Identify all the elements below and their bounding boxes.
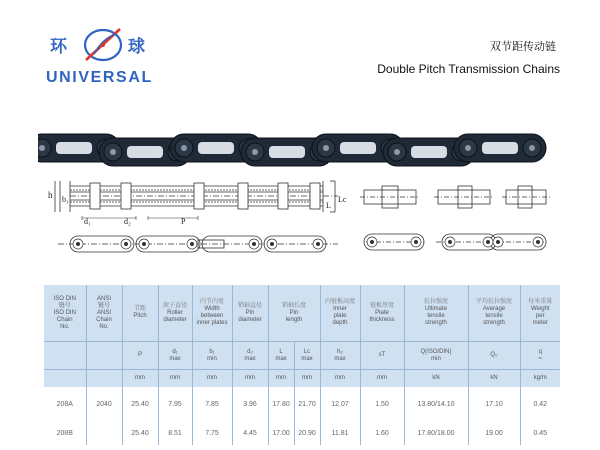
chain-pin	[394, 149, 400, 155]
unit-cell: mm	[360, 370, 404, 388]
chain-photo	[38, 118, 554, 174]
table-cell: 2040	[86, 387, 122, 421]
table-row	[44, 387, 560, 421]
chain-pin	[323, 145, 329, 151]
header-inner-width: 内节内宽 Width between inner plates	[192, 285, 232, 342]
table-cell: 1.60	[360, 421, 404, 445]
chain-pin	[181, 145, 187, 151]
table-cell: 7.85	[192, 387, 232, 421]
page-title-en: Double Pitch Transmission Chains	[377, 62, 560, 76]
chain-link-window	[340, 142, 376, 154]
unit-cell: mm	[232, 370, 268, 388]
header-iso-chain-no: ISO DIN 链号 ISO DIN Chain No.	[44, 285, 86, 342]
dim-l-label: L	[326, 201, 331, 210]
symbol-cell	[44, 342, 86, 370]
chain-link-window	[56, 142, 92, 154]
symbol-cell: Lc max	[294, 342, 320, 370]
table-unit-row	[44, 370, 560, 388]
symbol-cell: q ≈	[520, 342, 560, 370]
dim-h-label: h	[48, 190, 53, 200]
header-pin-diameter: 销轴直径 Pin diameter	[232, 285, 268, 342]
chain-link-window	[411, 146, 447, 158]
symbol-cell: P	[122, 342, 158, 370]
symbol-cell: L max	[268, 342, 294, 370]
logo-cn-right: 球	[128, 37, 145, 57]
table-symbol-row	[44, 342, 560, 370]
table-row	[44, 421, 560, 445]
chain-pin	[39, 145, 45, 151]
dim-p-label: P	[181, 217, 186, 226]
chain-link-window	[198, 142, 234, 154]
table-cell: 25.40	[122, 421, 158, 445]
page-title-cn: 双节距传动链	[490, 40, 556, 53]
table-cell: 21.70	[294, 387, 320, 421]
table-cell: 11.81	[320, 421, 360, 445]
chain-link-window	[127, 146, 163, 158]
table-cell: 20.90	[294, 421, 320, 445]
symbol-cell: Q(ISO/DIN) min	[404, 342, 468, 370]
chain-link-window	[482, 142, 518, 154]
table-cell: 1.50	[360, 387, 404, 421]
table-cell: 3.96	[232, 387, 268, 421]
unit-cell: mm	[268, 370, 294, 388]
table-cell: 8.51	[158, 421, 192, 445]
table-header-row	[44, 285, 560, 342]
unit-cell: mm	[192, 370, 232, 388]
table-cell: 17.10	[468, 387, 520, 421]
table-cell: 19.00	[468, 421, 520, 445]
symbol-cell: sT	[360, 342, 404, 370]
table-cell: 17.00	[268, 421, 294, 445]
unit-cell	[44, 370, 86, 388]
dim-d2-label: d₂	[124, 217, 131, 226]
header-roller-diameter: 滚子直径 Roller diameter	[158, 285, 192, 342]
chain-side-drawing	[48, 178, 350, 260]
table-cell: 17.80/18.00	[404, 421, 468, 445]
header-plate-thickness: 链板厚度 Plate thickness	[360, 285, 404, 342]
header-pin-length: 销轴长度 Pin length	[268, 285, 320, 342]
table-cell: 7.95	[158, 387, 192, 421]
table-cell: 13.80/14.10	[404, 387, 468, 421]
unit-cell: kN	[468, 370, 520, 388]
unit-cell: mm	[320, 370, 360, 388]
chain-end-view-drawing	[356, 180, 552, 260]
unit-cell	[86, 370, 122, 388]
chain-pin	[252, 149, 258, 155]
table-cell: 208A	[56, 400, 73, 408]
header-ansi-chain-no: ANSI 链号 ANSI Chain No.	[86, 285, 122, 342]
chain-pin	[110, 149, 116, 155]
symbol-cell: d₁ max	[158, 342, 192, 370]
unit-cell: mm	[294, 370, 320, 388]
symbol-cell	[86, 342, 122, 370]
symbol-cell: d₂ max	[232, 342, 268, 370]
logo-cn-left: 环	[50, 37, 67, 57]
spec-table	[44, 285, 560, 445]
table-cell: 25.40	[122, 387, 158, 421]
dim-lc-label: Lc	[338, 195, 347, 204]
table-cell: 4.45	[232, 421, 268, 445]
chain-pin	[465, 145, 471, 151]
table-cell: 7.75	[192, 421, 232, 445]
symbol-cell: b₁ min	[192, 342, 232, 370]
table-cell: 12.07	[320, 387, 360, 421]
header-weight: 每米重量 Weight per meter	[520, 285, 560, 342]
unit-cell: mm	[122, 370, 158, 388]
table-cell	[86, 421, 122, 445]
header-pitch: 节距 Pitch	[122, 285, 158, 342]
chain-link-window	[269, 146, 305, 158]
symbol-cell: Q₀	[468, 342, 520, 370]
header-inner-plate-depth: 内链板高度 Inner plate depth	[320, 285, 360, 342]
unit-cell: kg/m	[520, 370, 560, 388]
header-average-tensile: 平均抗拉强度 Average tensile strength	[468, 285, 520, 342]
symbol-cell: h₂ max	[320, 342, 360, 370]
unit-cell: mm	[158, 370, 192, 388]
chain-pin	[529, 145, 535, 151]
logo-emblem-icon	[82, 26, 124, 64]
logo-wordmark: UNIVERSAL	[46, 69, 153, 86]
unit-cell: kN	[404, 370, 468, 388]
table-cell: 0.45	[520, 421, 560, 445]
dim-d1-label: d₁	[84, 217, 91, 226]
table-cell: 208B	[56, 429, 73, 437]
dim-b1-label: b₁	[62, 195, 69, 204]
header-ultimate-tensile: 抗拉强度 Ultimate tensile strength	[404, 285, 468, 342]
table-cell: 0.42	[520, 387, 560, 421]
table-cell: 17.80	[268, 387, 294, 421]
